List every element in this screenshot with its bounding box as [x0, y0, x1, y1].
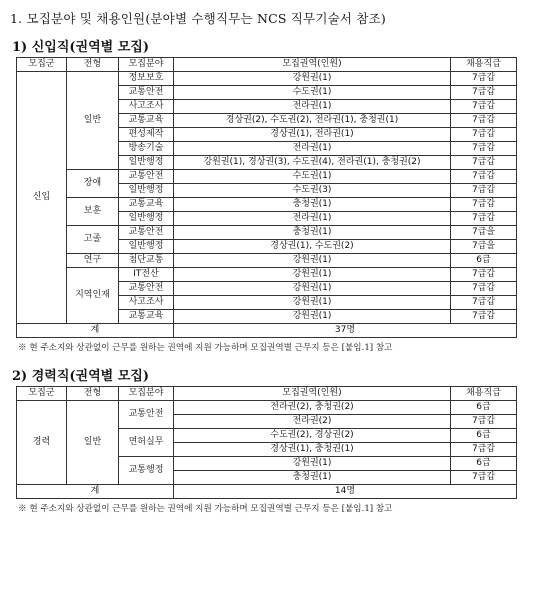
field-cell: 교통안전	[119, 226, 174, 240]
field-cell: 정보보호	[119, 72, 174, 86]
region-cell: 경상권(1), 수도권(2)	[174, 240, 451, 254]
region-cell: 강원권(1)	[174, 457, 451, 471]
track-cell: 지역인재	[67, 268, 119, 324]
grade-cell: 7급을	[451, 226, 517, 240]
total-row	[17, 485, 517, 499]
region-cell: 강원권(1)	[174, 254, 451, 268]
field-cell: 교통교육	[119, 310, 174, 324]
group-cell: 경력	[17, 401, 67, 485]
grade-cell: 7급갑	[451, 72, 517, 86]
region-cell: 경상권(2), 수도권(2), 전라권(1), 충청권(1)	[174, 114, 451, 128]
track-cell: 고졸	[67, 226, 119, 254]
region-cell: 강원권(1), 경상권(3), 수도권(4), 전라권(1), 충청권(2)	[174, 156, 451, 170]
field-cell: 일반행정	[119, 184, 174, 198]
grade-cell: 7급갑	[451, 100, 517, 114]
section1-title: 1) 신입직(권역별 모집)	[12, 40, 150, 55]
region-cell: 강원권(1)	[174, 268, 451, 282]
header-grade: 채용직급	[451, 387, 517, 401]
grade-cell: 6급	[451, 401, 517, 415]
track-cell: 일반	[67, 72, 119, 170]
field-cell: 편성제작	[119, 128, 174, 142]
field-cell: 면허실무	[119, 429, 174, 457]
region-cell: 강원권(1)	[174, 310, 451, 324]
region-cell: 전라권(1)	[174, 100, 451, 114]
field-cell: 방송기술	[119, 142, 174, 156]
table-row	[17, 268, 517, 282]
total-value: 14명	[174, 485, 517, 499]
field-cell: 첨단교통	[119, 254, 174, 268]
grade-cell: 6급	[451, 254, 517, 268]
grade-cell: 7급갑	[451, 198, 517, 212]
grade-cell: 7급갑	[451, 156, 517, 170]
field-cell: 일반행정	[119, 240, 174, 254]
table-row	[17, 254, 517, 268]
grade-cell: 7급갑	[451, 415, 517, 429]
region-cell: 충청권(1)	[174, 471, 451, 485]
grade-cell: 6급	[451, 429, 517, 443]
header-group: 모집군	[17, 58, 67, 72]
header-region: 모집권역(인원)	[174, 387, 451, 401]
section1-note: ※ 현 주소지와 상관없이 근무를 원하는 권역에 지원 가능하며 모집권역별 근무지 등은 [붙임.1] 참고	[18, 343, 393, 353]
table-row	[17, 170, 517, 184]
grade-cell: 7급갑	[451, 184, 517, 198]
region-cell: 수도권(3)	[174, 184, 451, 198]
grade-cell: 7급을	[451, 240, 517, 254]
grade-cell: 7급갑	[451, 268, 517, 282]
region-cell: 강원권(1)	[174, 296, 451, 310]
field-cell: 교통안전	[119, 401, 174, 429]
header-track: 전형	[67, 387, 119, 401]
track-cell: 장애	[67, 170, 119, 198]
region-cell: 전라권(2), 충청권(2)	[174, 401, 451, 415]
field-cell: 교통교육	[119, 198, 174, 212]
total-value: 37명	[174, 324, 517, 338]
section2-note: ※ 현 주소지와 상관없이 근무를 원하는 권역에 지원 가능하며 모집권역별 근무지 등은 [붙임.1] 참고	[18, 504, 393, 514]
region-cell: 수도권(1)	[174, 170, 451, 184]
table-row	[17, 226, 517, 240]
field-cell: 교통안전	[119, 170, 174, 184]
header-group: 모집군	[17, 387, 67, 401]
region-cell: 경상권(1), 충청권(1)	[174, 443, 451, 457]
header-track: 전형	[67, 58, 119, 72]
total-label: 계	[17, 485, 174, 499]
region-cell: 수도권(1)	[174, 86, 451, 100]
header-grade: 채용직급	[451, 58, 517, 72]
region-cell: 경상권(1), 전라권(1)	[174, 128, 451, 142]
region-cell: 전라권(1)	[174, 212, 451, 226]
region-cell: 전라권(2)	[174, 415, 451, 429]
total-row	[17, 324, 517, 338]
track-cell: 연구	[67, 254, 119, 268]
field-cell: 일반행정	[119, 212, 174, 226]
region-cell: 수도권(2), 경상권(2)	[174, 429, 451, 443]
grade-cell: 7급갑	[451, 142, 517, 156]
track-cell: 보훈	[67, 198, 119, 226]
region-cell: 강원권(1)	[174, 282, 451, 296]
header-region: 모집권역(인원)	[174, 58, 451, 72]
region-cell: 충청권(1)	[174, 226, 451, 240]
grade-cell: 7급갑	[451, 128, 517, 142]
field-cell: 교통교육	[119, 114, 174, 128]
table-header-row	[17, 58, 517, 72]
group-cell: 신입	[17, 72, 67, 324]
table-row	[17, 401, 517, 415]
field-cell: 교통행정	[119, 457, 174, 485]
grade-cell: 7급갑	[451, 282, 517, 296]
new-hire-table	[16, 57, 517, 338]
field-cell: 교통안전	[119, 282, 174, 296]
table-row	[17, 198, 517, 212]
region-cell: 충청권(1)	[174, 198, 451, 212]
grade-cell: 7급갑	[451, 212, 517, 226]
grade-cell: 7급갑	[451, 296, 517, 310]
region-cell: 강원권(1)	[174, 72, 451, 86]
document-title: 1. 모집분야 및 채용인원(분야별 수행직무는 NCS 직무기술서 참조)	[10, 11, 386, 26]
grade-cell: 7급갑	[451, 443, 517, 457]
grade-cell: 7급갑	[451, 86, 517, 100]
table-row	[17, 72, 517, 86]
field-cell: 교통안전	[119, 86, 174, 100]
track-cell: 일반	[67, 401, 119, 485]
field-cell: 사고조사	[119, 296, 174, 310]
experienced-table	[16, 386, 517, 499]
header-field: 모집분야	[119, 387, 174, 401]
header-field: 모집분야	[119, 58, 174, 72]
field-cell: IT전산	[119, 268, 174, 282]
region-cell: 전라권(1)	[174, 142, 451, 156]
grade-cell: 7급갑	[451, 114, 517, 128]
section2-title: 2) 경력직(권역별 모집)	[12, 369, 150, 384]
table-header-row	[17, 387, 517, 401]
field-cell: 일반행정	[119, 156, 174, 170]
field-cell: 사고조사	[119, 100, 174, 114]
grade-cell: 6급	[451, 457, 517, 471]
grade-cell: 7급갑	[451, 471, 517, 485]
grade-cell: 7급갑	[451, 310, 517, 324]
grade-cell: 7급갑	[451, 170, 517, 184]
total-label: 계	[17, 324, 174, 338]
